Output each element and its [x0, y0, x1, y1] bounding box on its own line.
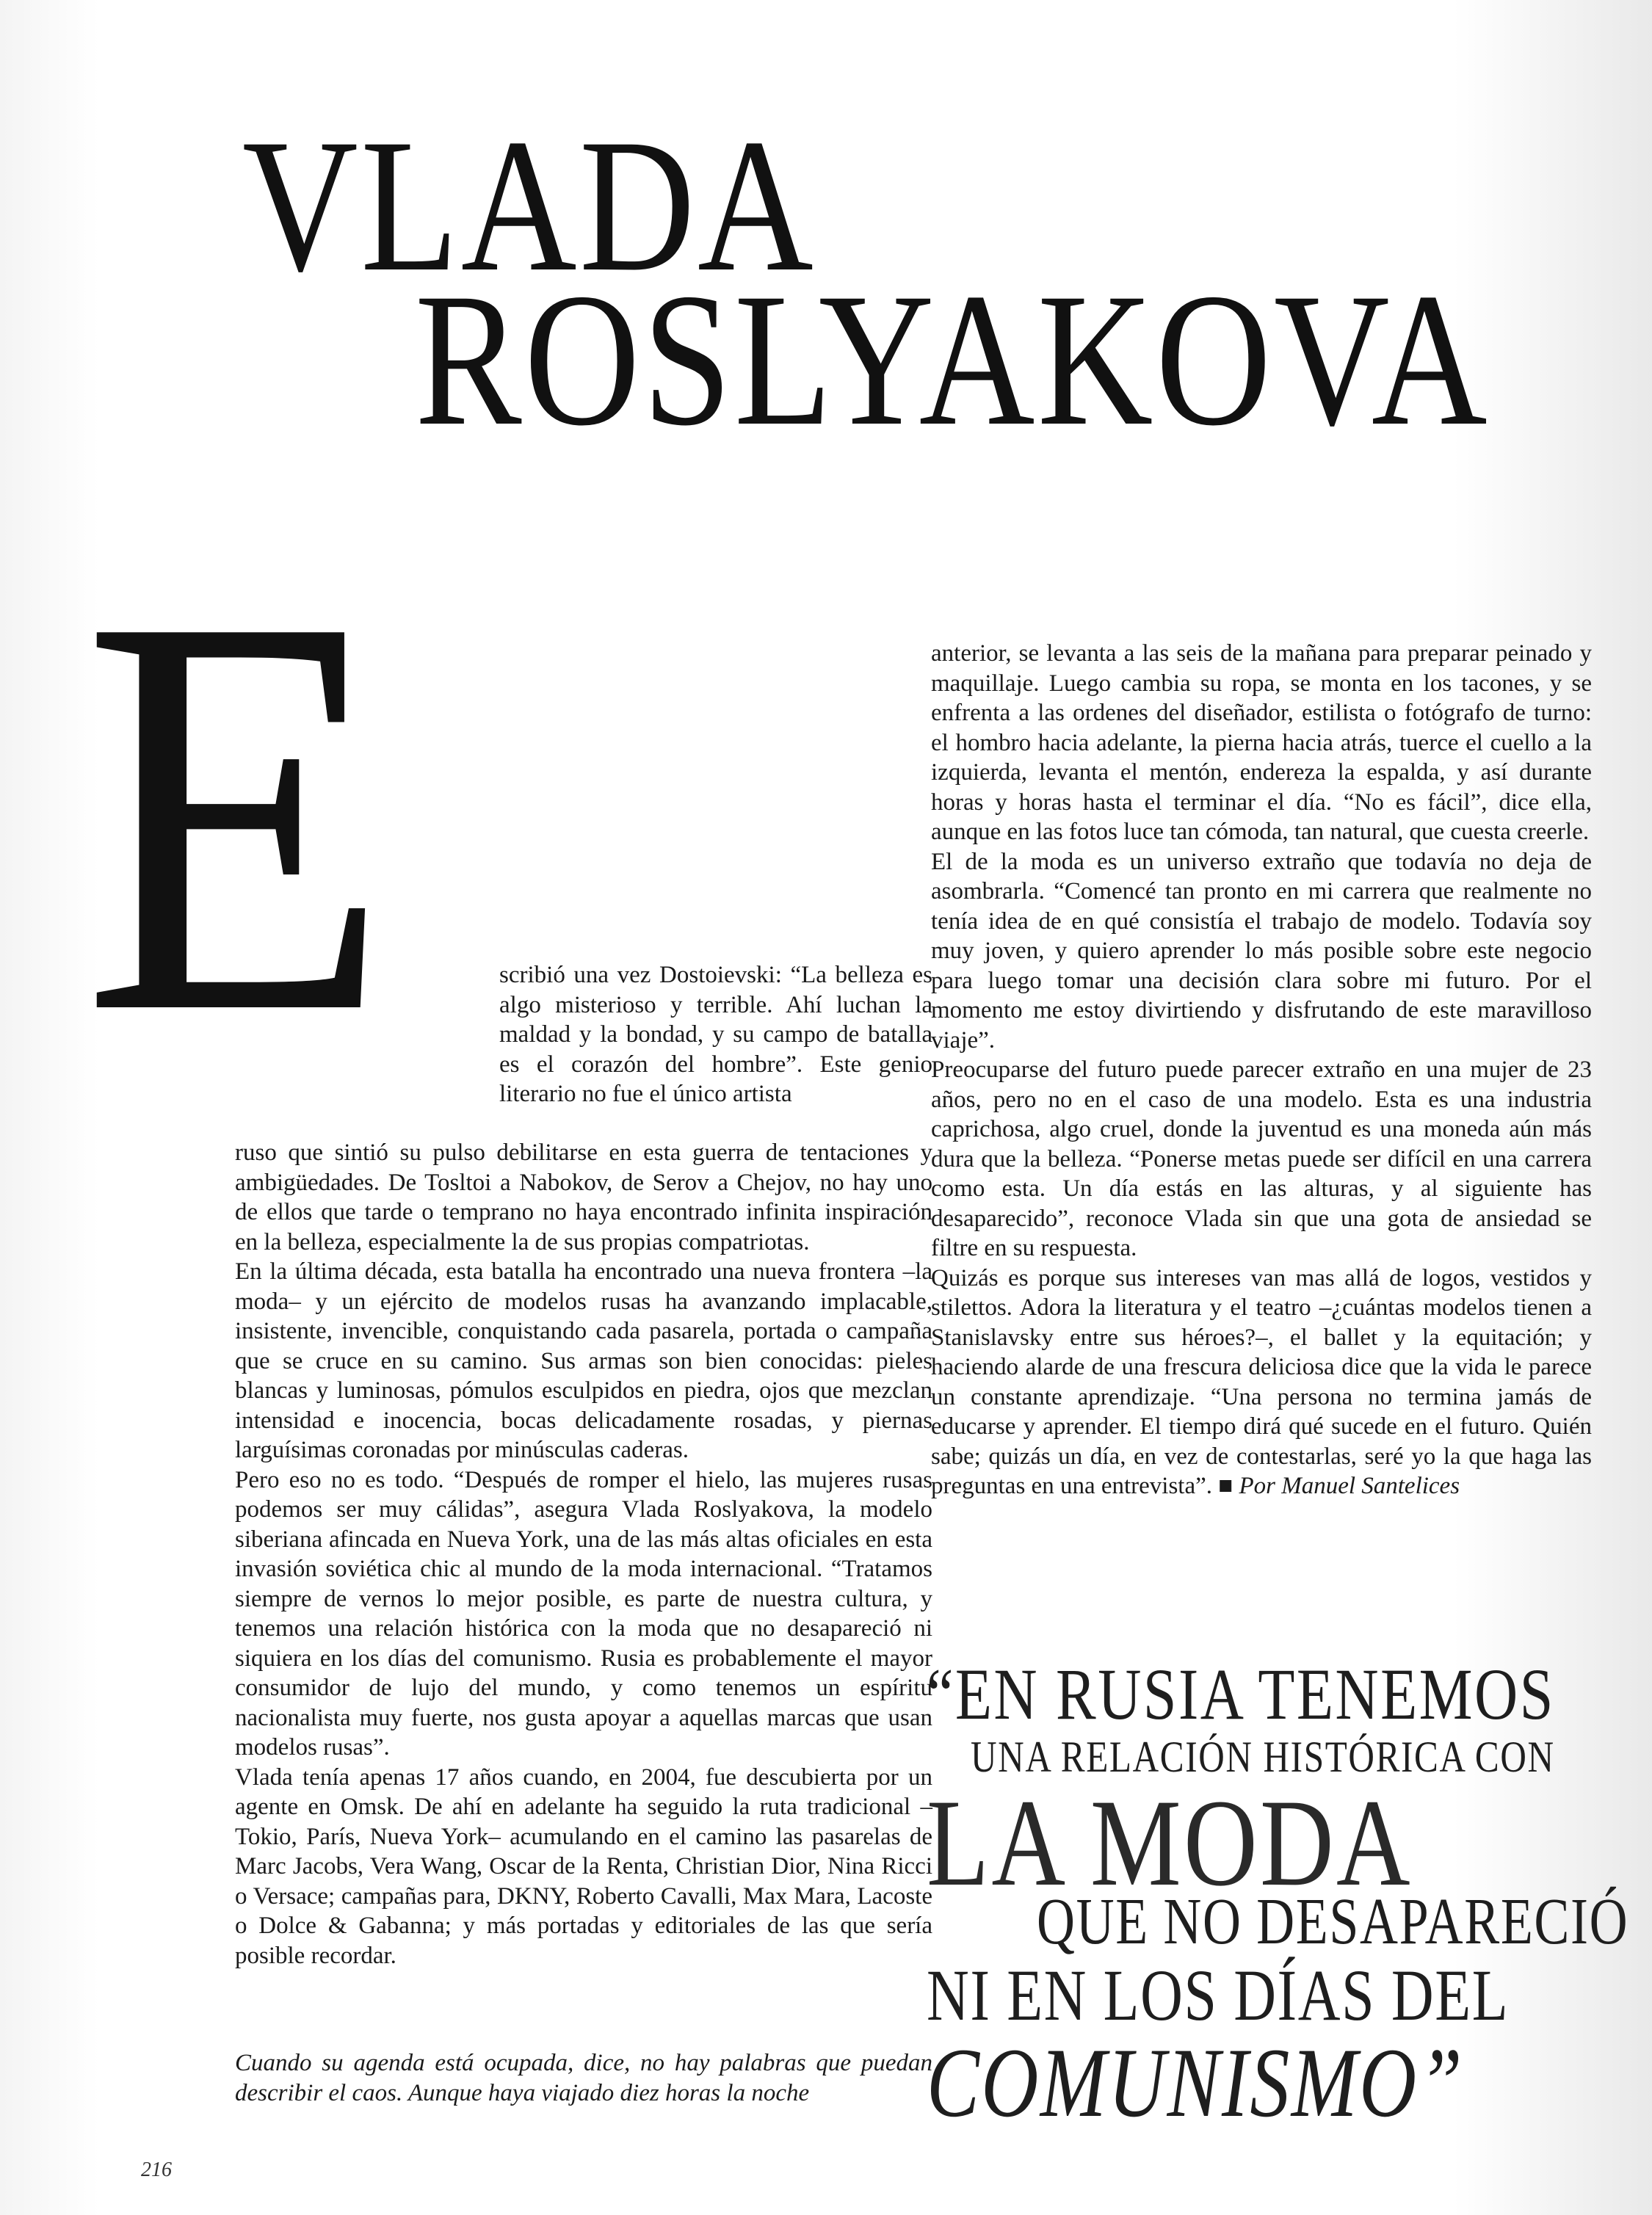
left-column-body: ruso que sintió su pulso debilitarse en esta guerra de tentaciones y ambigüedades. De Tosltoi a Nabokov, de Serov a Chejov, no hay uno de ellos que tarde o temprano no haya encontrado infinita inspiración en la belleza, especialmente la de sus propias compatriotas. En la última década, esta batalla ha encontrado una nueva frontera –la moda– y un ejército de modelos rusas ha avanzando implacable, insistente, invencible, conquistando cada pasarela, portada o campaña que se cruce en su camino. Sus armas son bien conocidas: pieles blancas y luminosas, pómulos esculpidos en piedra, ojos que mezclan intensidad e inocencia, bocas delicadamente rosadas, y piernas larguísimas coronadas por minúsculas caderas. Pero eso no es todo. “Después de romper el hielo, las mujeres rusas podemos ser muy cálidas”, asegura Vlada Roslyakova, la modelo siberiana afincada en Nueva York, una de las más altas oficiales en esta invasión soviética chic al mundo de la moda internacional. “Tratamos siempre de vernos lo mejor posible, es parte de nuestra cultura, y tenemos una relación histórica con la moda que no desapareció ni siquiera en los días del comunismo. Rusia es probablemente el mayor consumidor de lujo del mundo, y como tenemos un espíritu nacionalista muy fuerte, nos gusta apoyar a aquellas marcas que usan modelos rusas”. Vlada tenía apenas 17 años cuando, en 2004, fue descubierta por un agente en Omsk. De ahí en adelante ha seguido la ruta tradicional –Tokio, París, Nueva York– acumulando en el camino las pasarelas de Marc Jacobs, Vera Wang, Oscar de la Renta, Christian Dior, Nina Ricci o Versace; campañas para, DKNY, Roberto Cavalli, Max Mara, Lacoste o Dolce & Gabanna; y más portadas y editoriales de las que sería posible recordar.: [235, 1139, 932, 1969]
pull-quote-line-3: LA MODA: [927, 1774, 1413, 1912]
pull-quote-line-6: COMUNISMO”: [927, 2029, 1465, 2138]
title-last-name: ROSLYAKOVA: [415, 254, 1490, 465]
pull-quote-line-5: NI EN LOS DÍAS DEL: [927, 1954, 1510, 2036]
left-column-italic-paragraph: Cuando su agenda está ocupada, dice, no hay palabras que puedan describir el caos. Aunque haya viajado diez horas la noche: [235, 2050, 932, 2106]
right-column-text: anterior, se levanta a las seis de la mañana para preparar peinado y maquillaje. Luego cambia su ropa, se monta en los tacones, y se enfrenta a las ordenes del diseñador, estilista o fotógrafo de turno: el hombro hacia adelante, la pierna hacia atrás, tuerce el cuello a la izquierda, levanta el mentón, endereza la espalda, y así durante horas y horas hasta el terminar el día. “No es fácil”, dice ella, aunque en las fotos luce tan cómoda, tan natural, que cuesta creerle. El de la moda es un universo extraño que todavía no deja de asombrarla. “Comencé tan pronto en mi carrera que realmente no tenía idea de en qué consistía el trabajo de modelo. Todavía soy muy joven, y quiero aprender lo más posible sobre este negocio para luego tomar una decisión clara sobre mi futuro. Por el momento me estoy divirtiendo y disfrutando de este maravilloso viaje”. Preocuparse del futuro puede parecer extraño en una mujer de 23 años, pero no en el caso de una modelo. Esta es una industria caprichosa, algo cruel, donde la juventud es una moneda aún más dura que la belleza. “Ponerse metas puede ser difícil en una carrera como esta. Un día estás en las alturas, y al siguiente has desaparecido”, reconoce Vlada sin que una gota de ansiedad se filtre en su respuesta. Quizás es porque sus intereses van mas allá de logos, vestidos y stilettos. Adora la literatura y el teatro –¿cuántas modelos tienen a Stanislavsky entre sus héroes?–, el ballet y la equitación; y haciendo alarde de una frescura deliciosa dice que la vida le parece un constante aprendizaje. “Una persona no termina jamás de educarse y aprender. El tiempo dirá qué sucede en el futuro. Quién sabe; quizás un día, en vez de contestarlas, seré yo la que haga las preguntas en una entrevista”. ■: [931, 640, 1592, 1499]
pull-quote-line-1: “EN RUSIA TENEMOS: [927, 1653, 1555, 1735]
pull-quote-line-2: UNA RELACIÓN HISTÓRICA CON: [971, 1733, 1555, 1781]
page-number: 216: [141, 2158, 172, 2181]
drop-cap: E: [82, 497, 391, 1131]
title-first-name: VLADA: [242, 100, 816, 311]
intro-paragraph: scribió una vez Dostoievski: “La belleza es algo misterioso y terrible. Ahí luchan la maldad y la bondad, y su campo de batalla es el corazón del hombre”. Este genio literario no fue el único artista: [499, 962, 932, 1107]
pull-quote-line-4: QUE NO DESAPARECIÓ: [1037, 1885, 1629, 1958]
byline: Por Manuel Santelices: [1239, 1473, 1460, 1499]
right-column-body: [931, 639, 1592, 1501]
